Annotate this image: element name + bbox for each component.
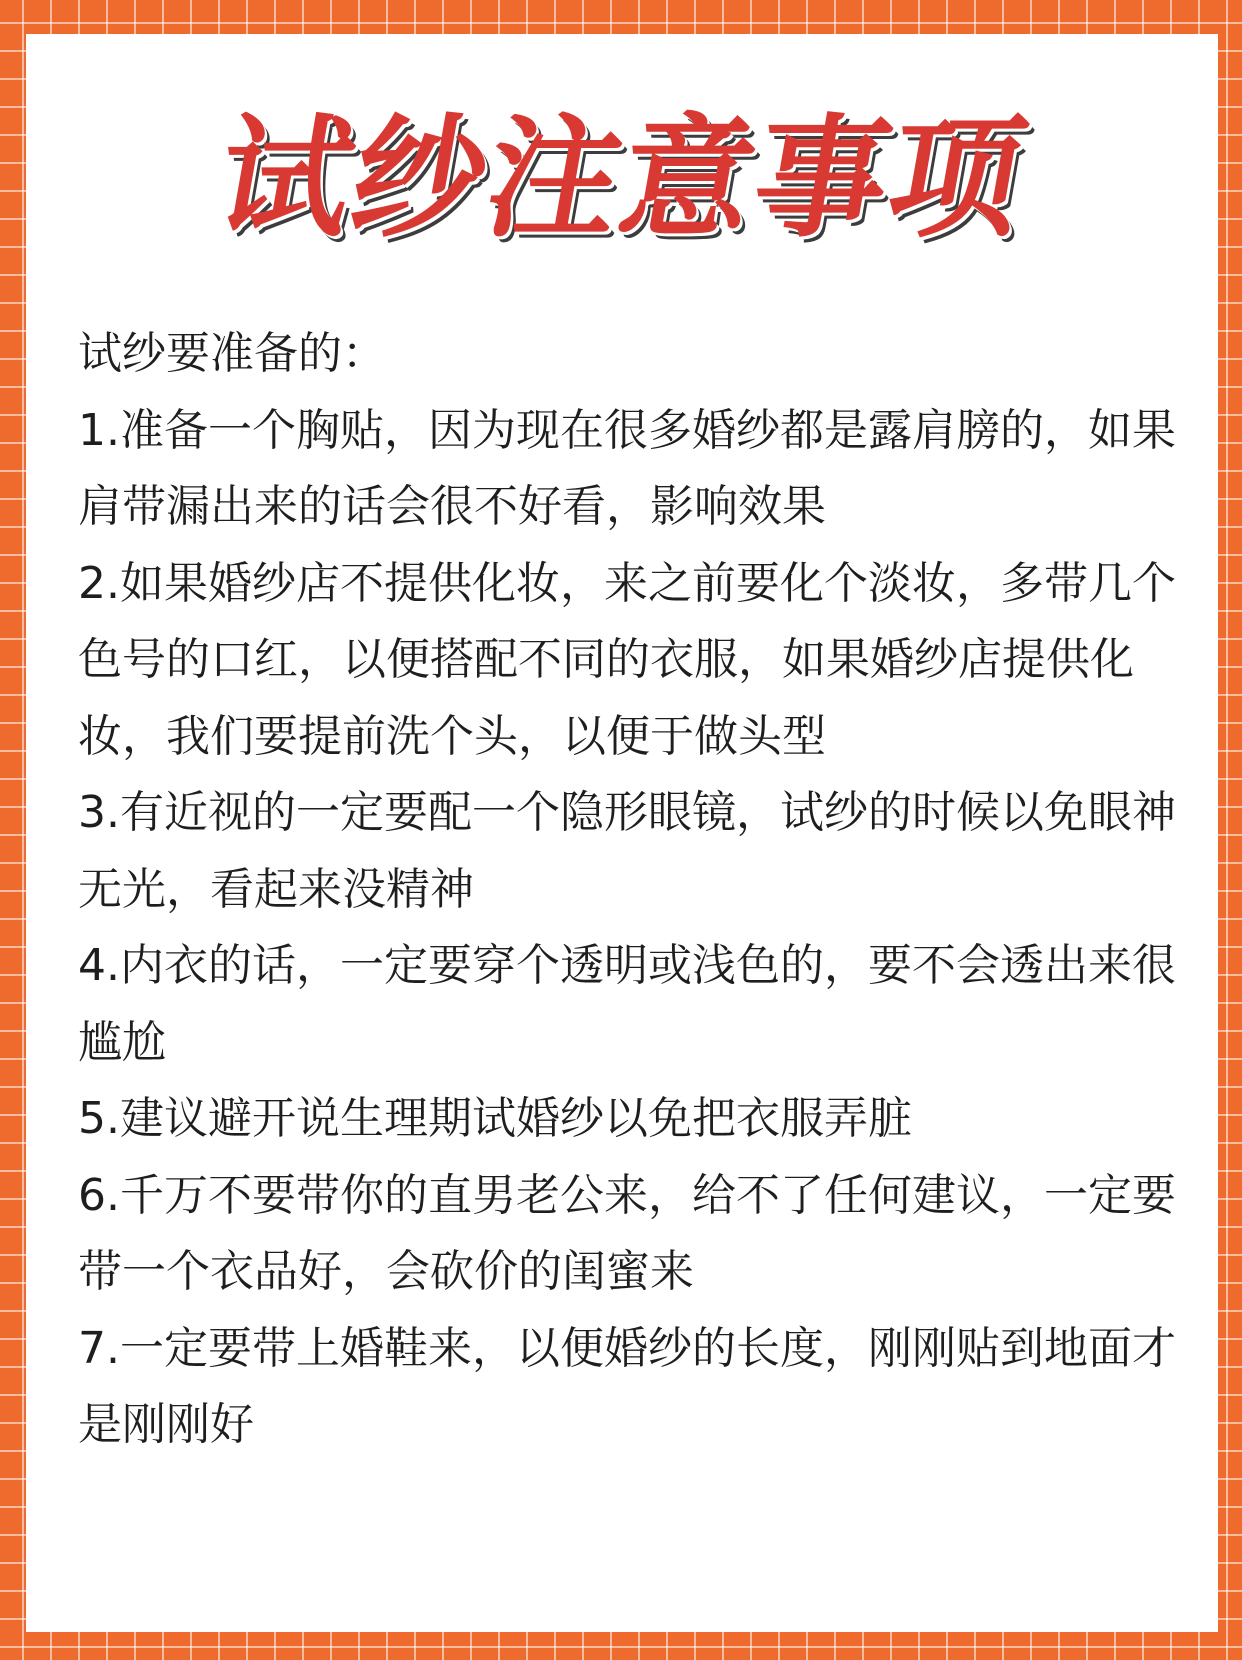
list-item-6: 6.千万不要带你的直男老公来，给不了任何建议，一定要带一个衣品好，会砍价的闺蜜来 <box>78 1169 1176 1297</box>
list-item-5: 5.建议避开说生理期试婚纱以免把衣服弄脏 <box>78 1093 912 1144</box>
content-card <box>26 34 1218 1632</box>
intro-text: 试纱要准备的： <box>78 328 386 379</box>
list-item-7: 7.一定要带上婚鞋来，以便婚纱的长度，刚刚贴到地面才是刚刚好 <box>78 1322 1176 1450</box>
list-item-4: 4.内衣的话，一定要穿个透明或浅色的，要不会透出来很尴尬 <box>78 940 1176 1068</box>
list-item-1: 1.准备一个胸贴，因为现在很多婚纱都是露肩膀的，如果肩带漏出来的话会很不好看，影响效果 <box>78 404 1176 532</box>
page-title: 试纱注意事项 <box>206 102 1038 256</box>
list-item-2: 2.如果婚纱店不提供化妆，来之前要化个淡妆，多带几个色号的口红，以便搭配不同的衣服，如果婚纱店提供化妆，我们要提前洗个头，以便于做头型 <box>78 557 1176 762</box>
list-item-3: 3.有近视的一定要配一个隐形眼镜，试纱的时候以免眼神无光，看起来没精神 <box>78 787 1176 915</box>
notes-body <box>78 316 1178 1464</box>
